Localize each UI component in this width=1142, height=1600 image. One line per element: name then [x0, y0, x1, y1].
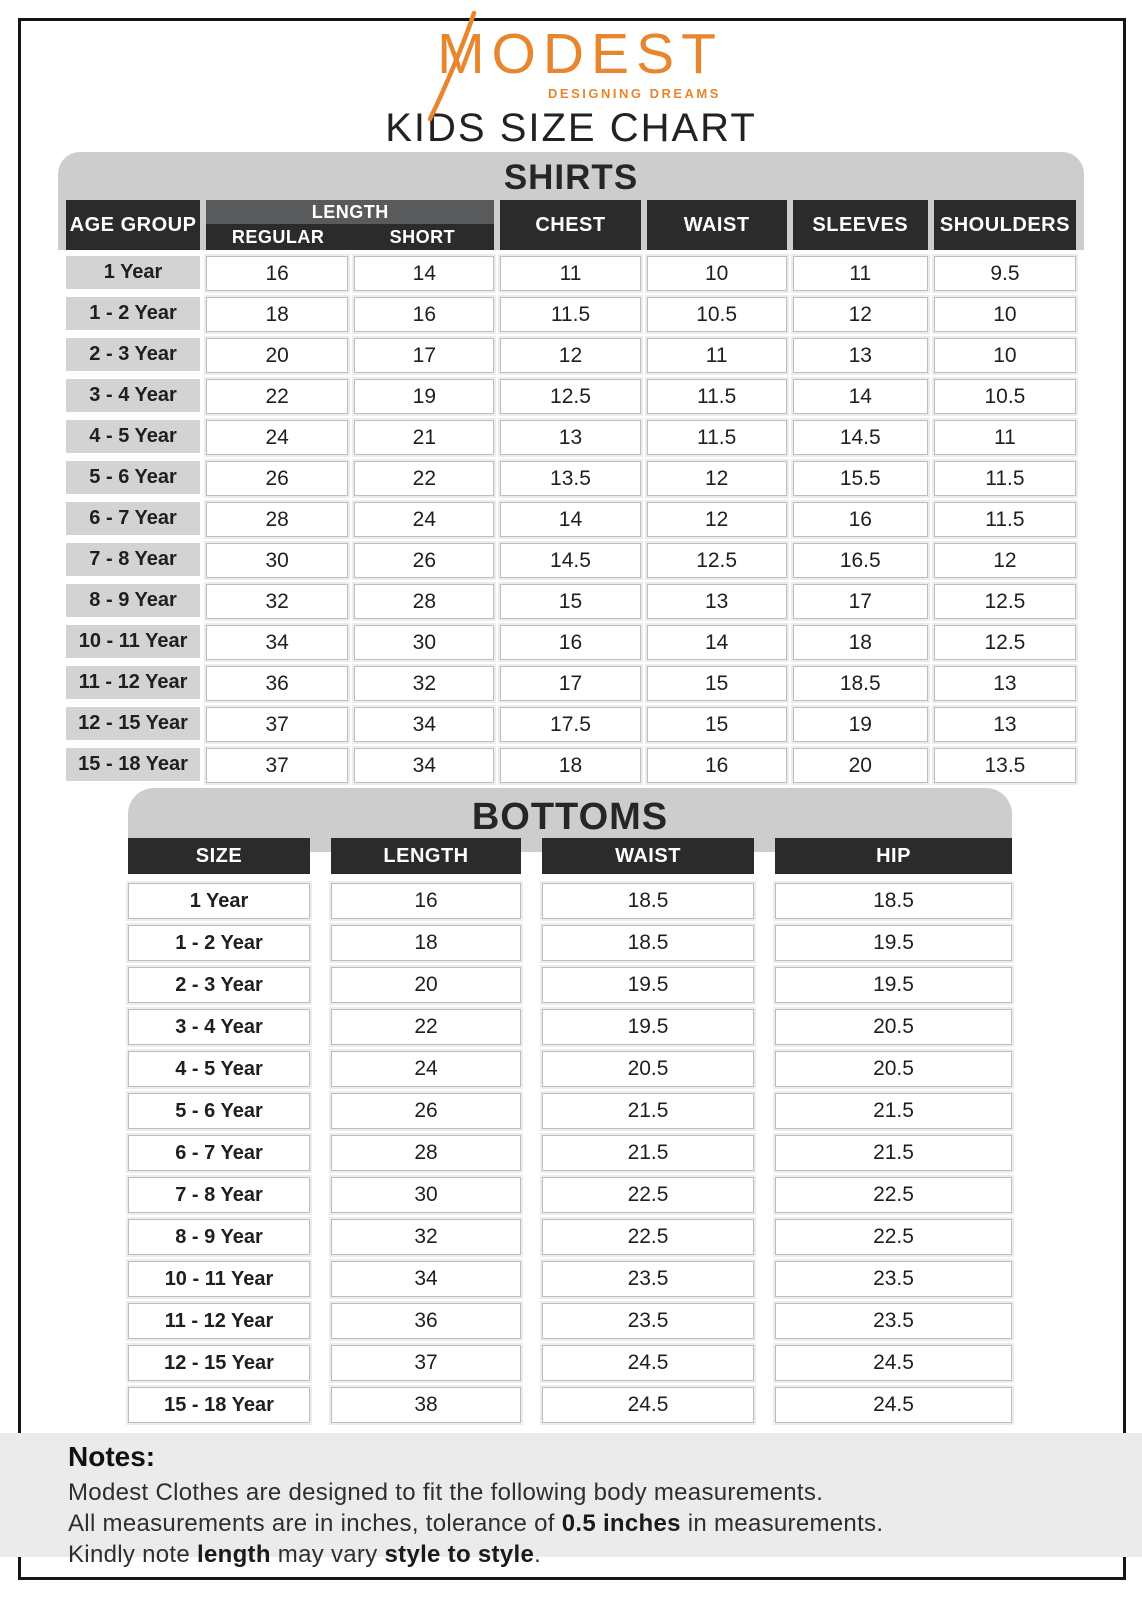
short-cell: 24	[354, 502, 494, 537]
waist-cell: 13	[647, 584, 787, 619]
shirts-header-row	[66, 200, 1076, 250]
chest-cell: 18	[500, 748, 640, 783]
hip-cell: 19.5	[775, 925, 1012, 961]
size-cell: 12 - 15 Year	[128, 1345, 310, 1381]
sleeves-cell: 11	[793, 256, 928, 291]
bottoms-header-hip: HIP	[775, 838, 1012, 874]
length-cell: 37	[331, 1345, 521, 1381]
waist-cell: 20.5	[542, 1051, 754, 1087]
shirts-table-row	[66, 461, 1076, 496]
shirts-table-row	[66, 584, 1076, 619]
waist-cell: 19.5	[542, 967, 754, 1003]
regular-cell: 24	[206, 420, 348, 455]
shirts-header-chest: CHEST	[500, 200, 640, 250]
regular-cell: 32	[206, 584, 348, 619]
shoulders-cell: 11.5	[934, 461, 1076, 496]
short-cell: 17	[354, 338, 494, 373]
waist-cell: 10.5	[647, 297, 787, 332]
page-title: KIDS SIZE CHART	[385, 106, 757, 150]
regular-cell: 37	[206, 748, 348, 783]
age-group-cell: 1 - 2 Year	[66, 297, 200, 330]
waist-cell: 22.5	[542, 1177, 754, 1213]
length-cell: 30	[331, 1177, 521, 1213]
shirts-table-row	[66, 625, 1076, 660]
chest-cell: 14	[500, 502, 640, 537]
size-cell: 3 - 4 Year	[128, 1009, 310, 1045]
length-cell: 26	[331, 1093, 521, 1129]
shirts-header-length-sub	[206, 224, 494, 250]
short-cell: 14	[354, 256, 494, 291]
length-cell: 34	[331, 1261, 521, 1297]
waist-cell: 24.5	[542, 1387, 754, 1423]
short-cell: 21	[354, 420, 494, 455]
hip-cell: 21.5	[775, 1093, 1012, 1129]
hip-cell: 21.5	[775, 1135, 1012, 1171]
shirts-table-body	[58, 256, 1084, 783]
page-header	[0, 22, 1142, 151]
length-cell: 38	[331, 1387, 521, 1423]
age-group-cell: 12 - 15 Year	[66, 707, 200, 740]
age-group-cell: 15 - 18 Year	[66, 748, 200, 781]
bottoms-table-row	[128, 883, 1012, 919]
short-cell: 30	[354, 625, 494, 660]
length-cell: 32	[331, 1219, 521, 1255]
bottoms-table-row	[128, 1093, 1012, 1129]
bottoms-table-row	[128, 1009, 1012, 1045]
hip-cell: 19.5	[775, 967, 1012, 1003]
shoulders-cell: 10.5	[934, 379, 1076, 414]
sleeves-cell: 12	[793, 297, 928, 332]
regular-cell: 37	[206, 707, 348, 742]
age-group-cell: 11 - 12 Year	[66, 666, 200, 699]
short-cell: 28	[354, 584, 494, 619]
age-group-cell: 8 - 9 Year	[66, 584, 200, 617]
waist-cell: 12	[647, 502, 787, 537]
short-cell: 16	[354, 297, 494, 332]
sleeves-cell: 14.5	[793, 420, 928, 455]
regular-cell: 36	[206, 666, 348, 701]
regular-cell: 28	[206, 502, 348, 537]
chest-cell: 17	[500, 666, 640, 701]
size-cell: 7 - 8 Year	[128, 1177, 310, 1213]
chest-cell: 11	[500, 256, 640, 291]
length-cell: 36	[331, 1303, 521, 1339]
shirts-header-age-group: AGE GROUP	[66, 200, 200, 250]
waist-cell: 11.5	[647, 379, 787, 414]
length-cell: 18	[331, 925, 521, 961]
sleeves-cell: 16	[793, 502, 928, 537]
bottoms-table-row	[128, 1345, 1012, 1381]
bottoms-table-row	[128, 1135, 1012, 1171]
notes-line-2: All measurements are in inches, tolerance of 0.5 inches in measurements.	[68, 1510, 884, 1537]
shoulders-cell: 12.5	[934, 625, 1076, 660]
logo-swoosh-icon	[425, 10, 477, 122]
shoulders-cell: 10	[934, 338, 1076, 373]
size-cell: 11 - 12 Year	[128, 1303, 310, 1339]
shoulders-cell: 11.5	[934, 502, 1076, 537]
shirts-table-row	[66, 297, 1076, 332]
length-cell: 16	[331, 883, 521, 919]
notes-section	[0, 1433, 1142, 1568]
waist-cell: 19.5	[542, 1009, 754, 1045]
age-group-cell: 7 - 8 Year	[66, 543, 200, 576]
shirts-table-row	[66, 420, 1076, 455]
chest-cell: 16	[500, 625, 640, 660]
regular-cell: 30	[206, 543, 348, 578]
size-cell: 4 - 5 Year	[128, 1051, 310, 1087]
sleeves-cell: 16.5	[793, 543, 928, 578]
size-cell: 10 - 11 Year	[128, 1261, 310, 1297]
size-cell: 1 Year	[128, 883, 310, 919]
shoulders-cell: 9.5	[934, 256, 1076, 291]
brand-tagline: DESIGNING DREAMS	[548, 86, 721, 101]
regular-cell: 34	[206, 625, 348, 660]
chest-cell: 17.5	[500, 707, 640, 742]
shirts-table-row	[66, 543, 1076, 578]
size-cell: 2 - 3 Year	[128, 967, 310, 1003]
shoulders-cell: 10	[934, 297, 1076, 332]
bottoms-table-row	[128, 1261, 1012, 1297]
age-group-cell: 5 - 6 Year	[66, 461, 200, 494]
waist-cell: 23.5	[542, 1303, 754, 1339]
age-group-cell: 6 - 7 Year	[66, 502, 200, 535]
short-cell: 34	[354, 707, 494, 742]
waist-cell: 18.5	[542, 925, 754, 961]
sleeves-cell: 15.5	[793, 461, 928, 496]
shirts-header-short: SHORT	[389, 226, 456, 247]
hip-cell: 24.5	[775, 1345, 1012, 1381]
shirts-table-row	[66, 256, 1076, 291]
age-group-cell: 4 - 5 Year	[66, 420, 200, 453]
hip-cell: 23.5	[775, 1261, 1012, 1297]
regular-cell: 26	[206, 461, 348, 496]
short-cell: 26	[354, 543, 494, 578]
regular-cell: 16	[206, 256, 348, 291]
shirts-header-regular: REGULAR	[231, 226, 325, 247]
age-group-cell: 2 - 3 Year	[66, 338, 200, 371]
shirts-table-row	[66, 379, 1076, 414]
chest-cell: 13	[500, 420, 640, 455]
waist-cell: 12	[647, 461, 787, 496]
regular-cell: 22	[206, 379, 348, 414]
shoulders-cell: 12	[934, 543, 1076, 578]
waist-cell: 21.5	[542, 1135, 754, 1171]
hip-cell: 18.5	[775, 883, 1012, 919]
length-cell: 24	[331, 1051, 521, 1087]
length-cell: 20	[331, 967, 521, 1003]
size-cell: 8 - 9 Year	[128, 1219, 310, 1255]
age-group-cell: 10 - 11 Year	[66, 625, 200, 658]
chest-cell: 12	[500, 338, 640, 373]
notes-line-1: Modest Clothes are designed to fit the following body measurements.	[68, 1479, 824, 1506]
notes-heading: Notes:	[68, 1441, 156, 1472]
sleeves-cell: 19	[793, 707, 928, 742]
regular-cell: 18	[206, 297, 348, 332]
notes-line-3: Kindly note length may vary style to style.	[68, 1541, 542, 1568]
shirts-table-row	[66, 502, 1076, 537]
shoulders-cell: 11	[934, 420, 1076, 455]
sleeves-cell: 13	[793, 338, 928, 373]
sleeves-cell: 17	[793, 584, 928, 619]
bottoms-section-title: BOTTOMS	[471, 796, 669, 838]
brand-logo	[419, 22, 723, 101]
shirts-header-waist: WAIST	[647, 200, 787, 250]
waist-cell: 16	[647, 748, 787, 783]
waist-cell: 18.5	[542, 883, 754, 919]
short-cell: 32	[354, 666, 494, 701]
bottoms-header-waist: WAIST	[542, 838, 754, 874]
age-group-cell: 1 Year	[66, 256, 200, 289]
shirts-section	[58, 152, 1084, 783]
shirts-header-sleeves: SLEEVES	[793, 200, 928, 250]
chest-cell: 15	[500, 584, 640, 619]
sleeves-cell: 14	[793, 379, 928, 414]
shirts-section-title: SHIRTS	[503, 158, 639, 197]
hip-cell: 22.5	[775, 1219, 1012, 1255]
chest-cell: 12.5	[500, 379, 640, 414]
short-cell: 19	[354, 379, 494, 414]
shirts-header-length: LENGTH	[206, 200, 494, 224]
chest-cell: 11.5	[500, 297, 640, 332]
hip-cell: 20.5	[775, 1009, 1012, 1045]
bottoms-table-row	[128, 1387, 1012, 1423]
chest-cell: 14.5	[500, 543, 640, 578]
sleeves-cell: 20	[793, 748, 928, 783]
sleeves-cell: 18	[793, 625, 928, 660]
hip-cell: 24.5	[775, 1387, 1012, 1423]
waist-cell: 10	[647, 256, 787, 291]
size-cell: 15 - 18 Year	[128, 1387, 310, 1423]
age-group-cell: 3 - 4 Year	[66, 379, 200, 412]
waist-cell: 11.5	[647, 420, 787, 455]
shirts-panel	[58, 152, 1084, 250]
bottoms-table-row	[128, 1177, 1012, 1213]
bottoms-header-row	[128, 838, 1012, 874]
waist-cell: 15	[647, 707, 787, 742]
waist-cell: 22.5	[542, 1219, 754, 1255]
shirts-table-row	[66, 707, 1076, 742]
length-cell: 22	[331, 1009, 521, 1045]
shoulders-cell: 13.5	[934, 748, 1076, 783]
bottoms-table-row	[128, 1303, 1012, 1339]
shoulders-cell: 12.5	[934, 584, 1076, 619]
size-cell: 5 - 6 Year	[128, 1093, 310, 1129]
waist-cell: 14	[647, 625, 787, 660]
bottoms-header-size: SIZE	[128, 838, 310, 874]
waist-cell: 23.5	[542, 1261, 754, 1297]
shirts-table-row	[66, 666, 1076, 701]
hip-cell: 20.5	[775, 1051, 1012, 1087]
bottoms-table-body	[128, 883, 1012, 1423]
hip-cell: 23.5	[775, 1303, 1012, 1339]
shirts-header-shoulders: SHOULDERS	[934, 200, 1076, 250]
length-cell: 28	[331, 1135, 521, 1171]
shirts-header-length-group	[206, 200, 494, 250]
bottoms-header-length: LENGTH	[331, 838, 521, 874]
waist-cell: 24.5	[542, 1345, 754, 1381]
sleeves-cell: 18.5	[793, 666, 928, 701]
shirts-table-row	[66, 748, 1076, 783]
bottoms-table-row	[128, 1219, 1012, 1255]
shirts-table-row	[66, 338, 1076, 373]
waist-cell: 12.5	[647, 543, 787, 578]
regular-cell: 20	[206, 338, 348, 373]
short-cell: 22	[354, 461, 494, 496]
chest-cell: 13.5	[500, 461, 640, 496]
bottoms-table-row	[128, 967, 1012, 1003]
hip-cell: 22.5	[775, 1177, 1012, 1213]
short-cell: 34	[354, 748, 494, 783]
shoulders-cell: 13	[934, 666, 1076, 701]
size-cell: 6 - 7 Year	[128, 1135, 310, 1171]
shoulders-cell: 13	[934, 707, 1076, 742]
bottoms-table-row	[128, 925, 1012, 961]
waist-cell: 15	[647, 666, 787, 701]
bottoms-table-row	[128, 1051, 1012, 1087]
brand-name: MODEST	[437, 22, 723, 86]
bottoms-section	[128, 788, 1012, 1423]
size-cell: 1 - 2 Year	[128, 925, 310, 961]
waist-cell: 21.5	[542, 1093, 754, 1129]
waist-cell: 11	[647, 338, 787, 373]
